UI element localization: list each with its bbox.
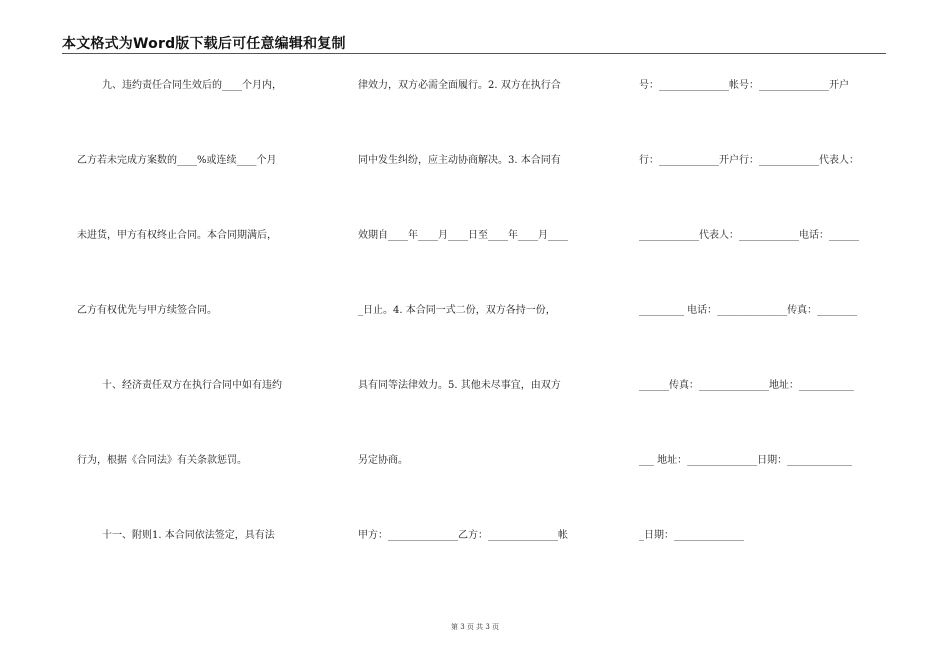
header-divider: [62, 53, 886, 54]
text-line: 行：____________开户行：____________代表人：: [639, 155, 859, 166]
text-line: 乙方有权优先与甲方续签合同。: [77, 305, 217, 316]
text-line: _日期：______________: [639, 530, 744, 541]
text-line: ___ 地址：______________日期：_____________: [639, 455, 853, 466]
text-line: 同中发生纠纷，应主动协商解决。3. 本合同有: [358, 155, 561, 166]
text-line: 十、经济责任双方在执行合同中如有违约: [102, 380, 282, 391]
text-line: _日止。4. 本合同一式二份，双方各持一份，: [358, 305, 556, 316]
text-line: 另定协商。: [358, 455, 408, 466]
text-line: 甲方：______________乙方：______________帐: [358, 530, 568, 541]
text-line: 乙方若未完成方案数的____%或连续____个月: [77, 155, 277, 166]
text-line: 效期自____年____月____日至____年____月____: [358, 230, 568, 241]
text-line: 行为，根据《合同法》有关条款惩罚。: [77, 455, 247, 466]
page-number: 第 3 页 共 3 页: [450, 623, 500, 631]
text-line: 九、违约责任合同生效后的____个月内，: [102, 80, 282, 91]
text-line: _________ 电话：______________传真：________: [639, 305, 858, 316]
text-line: 十一、附则1. 本合同依法签定，具有法: [102, 530, 275, 541]
text-line: 未进货，甲方有权终止合同。本合同期满后，: [77, 230, 277, 241]
text-line: ____________代表人：____________电话：______: [639, 230, 859, 241]
text-line: 具有同等法律效力。5. 其他未尽事宜，由双方: [358, 380, 561, 391]
text-line: 号：______________帐号：______________开户: [639, 80, 849, 91]
text-line: 律效力，双方必需全面履行。2. 双方在执行合: [358, 80, 561, 91]
page-header-title: 本文格式为Word版下载后可任意编辑和复制: [62, 36, 346, 52]
text-line: ______传真：______________地址：___________: [639, 380, 854, 391]
